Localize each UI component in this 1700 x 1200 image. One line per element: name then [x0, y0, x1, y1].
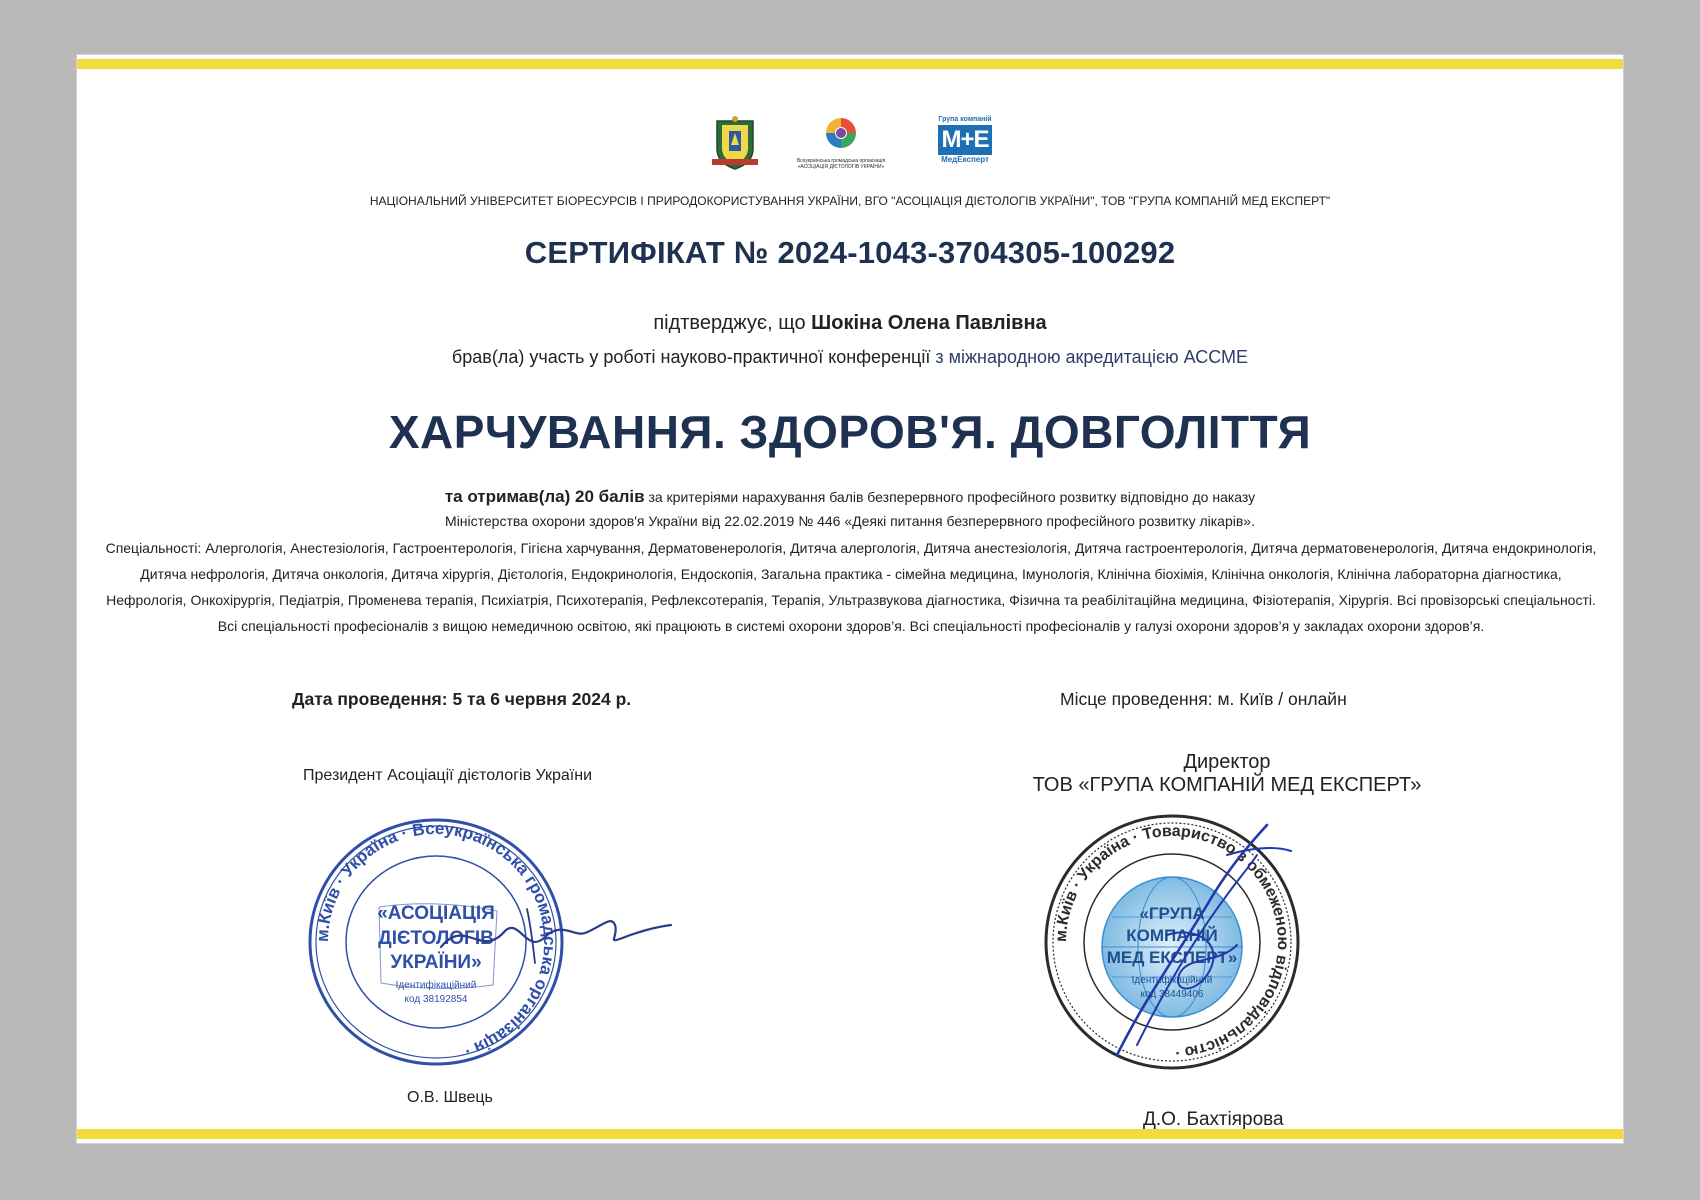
left-stamp-id-code: код 38192854: [404, 994, 468, 1005]
participation-text: брав(ла) участь у роботі науково-практичної конференції: [451, 347, 936, 367]
association-caption: Всеукраїнська громадська організація «АСОЦІАЦІЯ ДІЄТОЛОГІВ УКРАЇНИ»: [796, 158, 886, 170]
president-title: Президент Асоціації дієтологів України: [303, 767, 592, 784]
medexpert-name: МедЕксперт: [941, 155, 989, 164]
points-line: [77, 485, 1623, 509]
confirm-prefix: підтверджує, що: [653, 312, 812, 334]
event-place: Місце проведення: м. Київ / онлайн: [1060, 689, 1347, 709]
organizations-line: НАЦІОНАЛЬНИЙ УНІВЕРСИТЕТ БІОРЕСУРСІВ І ПРИРОДОКОРИСТУВАННЯ УКРАЇНИ, ВГО "АСОЦІАЦІЯ ДІЄТОЛОГІВ УКРАЇНИ", ТОВ "ГРУПА КОМПАНІЙ МЕД ЕКСПЕРТ": [369, 194, 1331, 208]
medexpert-group-label: Група компаній: [938, 116, 992, 123]
medexpert-mark: М+Е: [938, 125, 992, 155]
points-bold: та отримав(ла) 20 балів: [444, 487, 645, 506]
right-stamp-line3: МЕД ЕКСПЕРТ»: [1106, 948, 1238, 967]
accreditation-text: з міжнародною акредитацією АССМЕ: [935, 347, 1249, 367]
certificate-sheet: [76, 54, 1624, 1144]
points-text: за критеріями нарахування балів безперервного професійного розвитку відповідно до наказу: [644, 489, 1256, 505]
right-stamp-id-label: Ідентифікаційний: [1131, 975, 1213, 986]
participation-line: [77, 347, 1623, 368]
left-stamp-id-label: Ідентифікаційний: [395, 980, 477, 991]
conference-title: ХАРЧУВАННЯ. ЗДОРОВ'Я. ДОВГОЛІТТЯ: [388, 406, 1312, 458]
association-wheel-icon: [791, 115, 891, 153]
bottom-yellow-band: [77, 1129, 1623, 1139]
order-line: Міністерства охорони здоров'я України від 22.02.2019 № 446 «Деякі питання безперервного професійного розвитку лікарів».: [445, 513, 1255, 529]
director-title: [1017, 751, 1437, 797]
specialties-text: Спеціальності: Алергологія, Анестезіологія, Гастроентерологія, Гігієна харчування, Дерматовенерологія, Дитяча алергологія, Дитяча анестезіологія, Дитяча гастроентерологія, Дитяча дерматовенерологія, Дитяча ендокринологія, Дитяча нефрологія, Дитяча онкологія, Дитяча хірургія, Дієтологія, Ендокринологія, Ендоскопія, Загальна практика - сімейна медицина, Імунологія, Клінічна біохімія, Клінічна онкологія, Клінічна лабораторна діагностика, Нефрологія, Онкохірургія, Педіатрія, Променева терапія, Психіатрія, Психотерапія, Рефлексотерапія, Терапія, Ультразвукова діагностика, Фізична та реабілітаційна медицина, Фізіотерапія, Хірургія. Всі провізорські спеціальності. Всі спеціальності професіоналів з вищою немедичною освітою, які працюють в системі охорони здоров’я. Всі спеціальності професіоналів у галузі охорони здоров’я у закладах охорони здоров’я.: [105, 540, 1597, 634]
president-name: О.В. Швець: [407, 1089, 493, 1106]
director-signature: [1077, 815, 1297, 1075]
points-block: [77, 485, 1623, 533]
left-stamp-ring-text: м.Київ · Україна · Всеукраїнська громадська організація ·: [312, 818, 560, 1062]
right-stamp-line2: КОМПАНІЙ: [1126, 926, 1218, 945]
director-title-line1: Директор: [1183, 751, 1271, 773]
director-title-line2: ТОВ «ГРУПА КОМПАНІЙ МЕД ЕКСПЕРТ»: [1032, 774, 1422, 796]
right-stamp-line1: «ГРУПА: [1139, 904, 1205, 923]
certificate-number: СЕРТИФІКАТ № 2024-1043-3704305-100292: [524, 235, 1176, 270]
right-stamp-ring-text: м.Київ · Україна · Товариство з обмеженою відповідальністю ·: [1052, 822, 1292, 1061]
left-stamp-line3: УКРАЇНИ»: [390, 952, 482, 973]
director-name: Д.О. Бахтіярова: [1143, 1109, 1284, 1130]
participant-name: Шокіна Олена Павлівна: [811, 312, 1047, 334]
medexpert-logo: [933, 115, 997, 171]
university-emblem-icon: [709, 115, 761, 171]
left-stamp-line2: ДІЄТОЛОГІВ: [378, 928, 494, 949]
logo-row: [77, 115, 1623, 175]
event-date: Дата проведення: 5 та 6 червня 2024 р.: [292, 689, 632, 709]
confirm-line: [77, 312, 1623, 335]
president-signature: [435, 897, 675, 977]
right-stamp-id-code: код 38449406: [1140, 989, 1204, 1000]
left-stamp-line1: «АСОЦІАЦІЯ: [377, 903, 495, 924]
top-yellow-band: [77, 59, 1623, 69]
dietologists-association-logo: [791, 115, 891, 171]
